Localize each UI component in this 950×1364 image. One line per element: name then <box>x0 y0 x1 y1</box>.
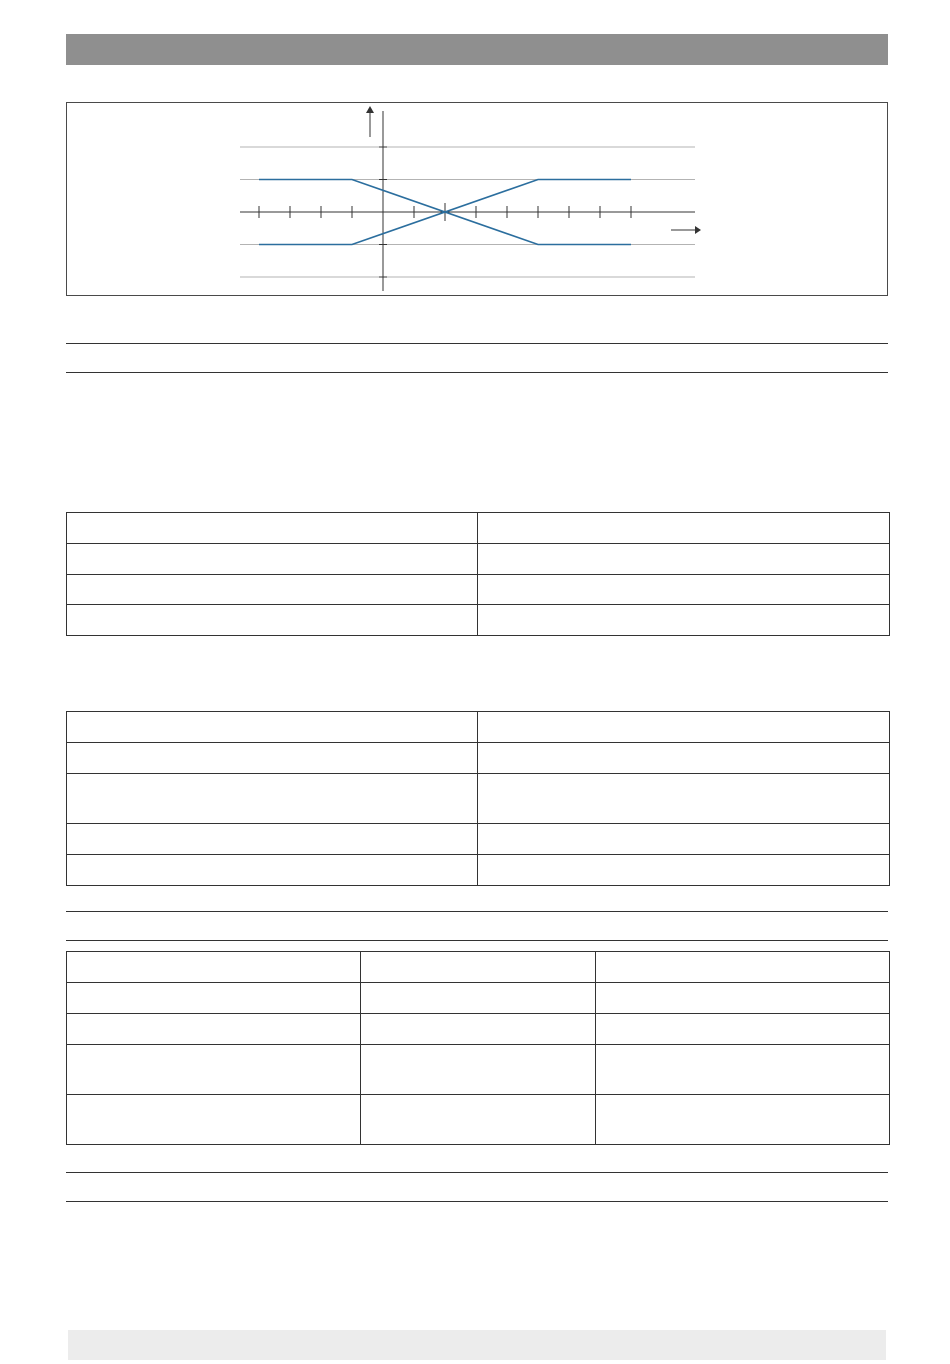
table-cell <box>478 824 890 855</box>
table-cell <box>67 712 478 743</box>
table-cell <box>67 952 361 983</box>
table-cell <box>67 605 478 636</box>
section-heading-2 <box>66 911 888 941</box>
table-row <box>67 1095 890 1145</box>
page-footer-bar <box>68 1330 886 1360</box>
table-row <box>67 1045 890 1095</box>
table-cell <box>67 824 478 855</box>
table-row <box>67 743 890 774</box>
figure-frame <box>66 102 888 296</box>
section-heading-3-text <box>66 1173 888 1179</box>
table-row <box>67 544 890 575</box>
y-axis-arrowhead <box>366 106 374 113</box>
table-cell <box>361 1095 596 1145</box>
table-cell <box>478 605 890 636</box>
table-row <box>67 575 890 605</box>
table-row <box>67 824 890 855</box>
table-cell <box>361 1045 596 1095</box>
table-row <box>67 513 890 544</box>
table-cell <box>478 712 890 743</box>
table-cell <box>361 952 596 983</box>
table-cell <box>596 952 890 983</box>
table-row <box>67 605 890 636</box>
x-axis-arrowhead <box>695 226 701 234</box>
table-cell <box>67 983 361 1014</box>
table-cell <box>478 575 890 605</box>
table-cell <box>67 544 478 575</box>
table-row <box>67 712 890 743</box>
table-cell <box>478 544 890 575</box>
section-heading-1-text <box>66 344 888 350</box>
table-cell <box>67 513 478 544</box>
table-cell <box>478 855 890 886</box>
table-cell <box>67 774 478 824</box>
line-chart <box>67 103 887 295</box>
table-cell <box>67 1014 361 1045</box>
table-cell <box>478 743 890 774</box>
table-row <box>67 952 890 983</box>
table-cell <box>67 743 478 774</box>
table-row <box>67 855 890 886</box>
table-cell <box>67 855 478 886</box>
table-row <box>67 983 890 1014</box>
table-3 <box>66 951 890 1145</box>
section-heading-1 <box>66 343 888 373</box>
table-cell <box>478 513 890 544</box>
table-1 <box>66 512 890 636</box>
table-2 <box>66 711 890 886</box>
section-heading-2-text <box>66 912 888 918</box>
table-cell <box>67 1095 361 1145</box>
table-cell <box>596 983 890 1014</box>
table-cell <box>596 1045 890 1095</box>
table-row <box>67 1014 890 1045</box>
table-cell <box>596 1095 890 1145</box>
table-cell <box>361 1014 596 1045</box>
section-heading-3 <box>66 1172 888 1202</box>
page-header-bar <box>66 34 888 65</box>
table-cell <box>67 575 478 605</box>
table-cell <box>67 1045 361 1095</box>
table-cell <box>596 1014 890 1045</box>
table-row <box>67 774 890 824</box>
table-cell <box>361 983 596 1014</box>
table-cell <box>478 774 890 824</box>
